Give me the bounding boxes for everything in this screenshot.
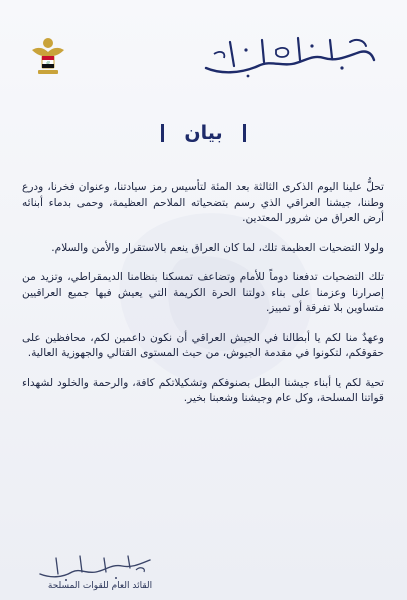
statement-title-row	[0, 120, 407, 146]
paragraph-5: تحية لكم يا أبناء جيشنا البطل بصنوفكم وتشكيلاتكم كافة، والرحمة والخلود لشهداء قواتنا المسلحة، وكل عام وجيشنا وشعبنا بخير.	[22, 376, 384, 404]
paragraph-3: تلك التضحيات تدفعنا دوماً للأمام وتضاعف تمسكنا بنظامنا الديمقراطي، وتزيد من إصرارنا وعزمنا على بناء دولتنا الحرة الكريمة التي يعيش فيها جميع العراقيين متساوين بلا تفرقة أو تمييز.	[22, 271, 384, 314]
paragraph-1: تحلُّ علينا اليوم الذكرى الثالثة بعد المئة لتأسيس رمز سيادتنا، وعنوان فخرنا، ودرع وطننا، جيشنا العراقي الذي رسم بتضحياته الملاحم العظيمة، وحمى بدماء أبنائه أرض العراق من شرور المعتدين.	[22, 181, 384, 224]
iraq-coat-of-arms-icon	[28, 34, 68, 76]
paragraph-4: وعهدٌ منا لكم يا أبطالنا في الجيش العراقي أن نكون داعمين لكم، محافظين على حقوقكم، لتكونوا في مقدمة الجيوش، من حيث المستوى القتالي والجهوزية العالية.	[22, 331, 384, 359]
statement-body	[22, 180, 384, 421]
signature-calligraphy	[36, 552, 156, 582]
signature-title: القائد العام للقوات المسلحة	[47, 581, 153, 591]
paragraph-2: ولولا التضحيات العظيمة تلك، لما كان العراق ينعم بالاستقرار والأمن والسلام.	[51, 241, 384, 254]
title-bar-right	[243, 124, 246, 142]
statement-title: بيان	[184, 122, 223, 144]
title-bar-left	[161, 124, 164, 142]
svg-text:الله: الله	[45, 60, 51, 65]
prime-minister-calligraphy-logo	[200, 30, 378, 80]
